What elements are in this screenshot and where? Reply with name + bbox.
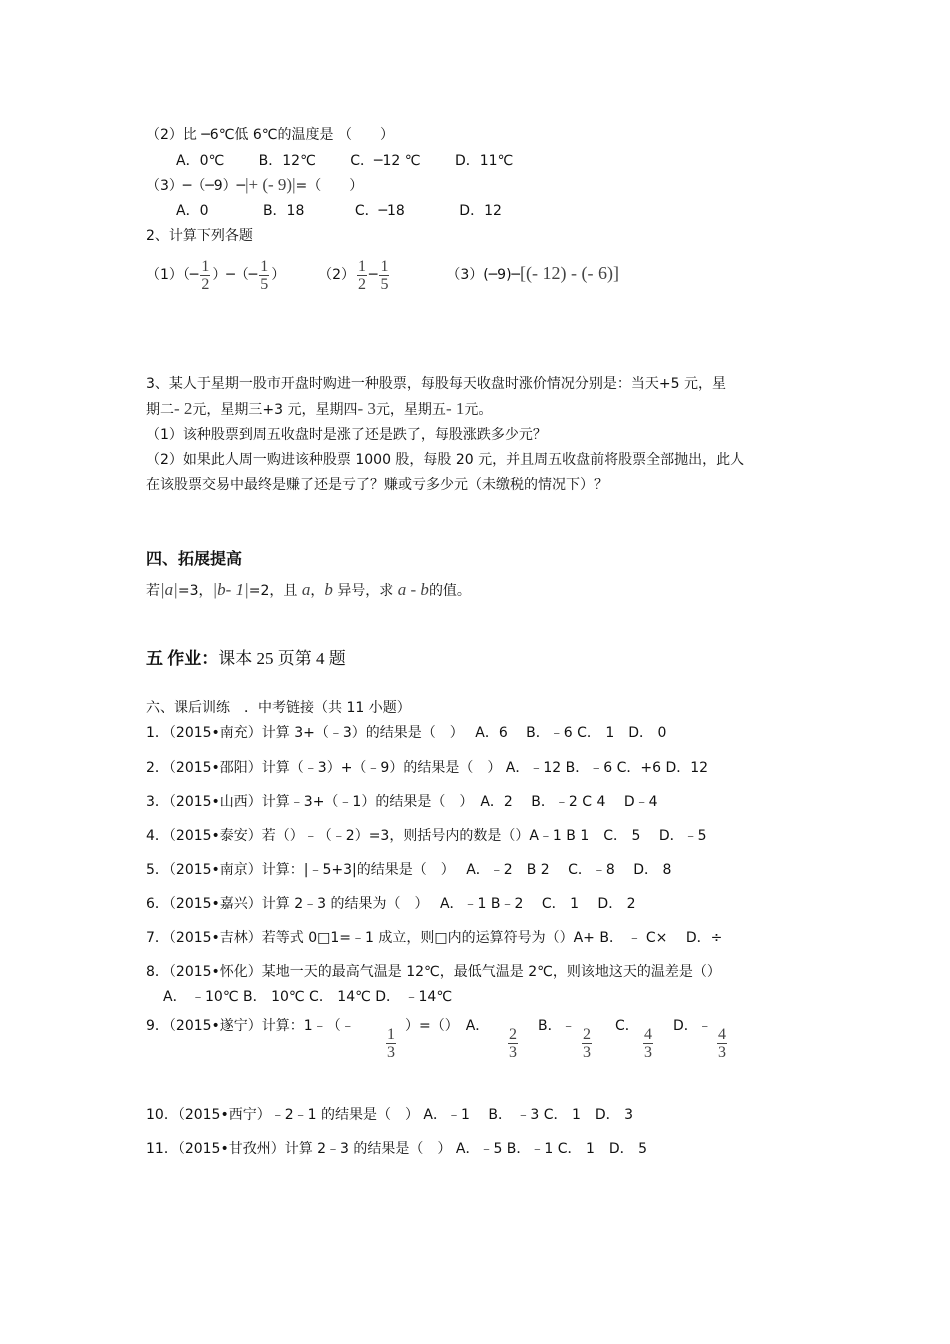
- text: =3，: [177, 583, 213, 599]
- section5-label: 五 作业：: [146, 649, 219, 668]
- list-item: 2．（2015•邵阳）计算（﹣3）+（﹣9）的结果是（ ） A．﹣12 B．﹣6 C．+6 D．12: [146, 760, 709, 776]
- fraction: $\frac{1}{5}$: [260, 257, 269, 293]
- section5-title: [146, 649, 346, 669]
- q1-part3-options: [176, 201, 502, 221]
- abs-expression: |+ (- 9)|: [245, 175, 296, 194]
- item9-option-d: D．﹣: [673, 1018, 712, 1034]
- list-item: 11．（2015•甘孜州）计算 2﹣3 的结果是（ ） A．﹣5 B．﹣1 C． 1 D． 5: [146, 1141, 648, 1157]
- q3-sub2-line2: 在该股票交易中最终是赚了还是亏了？赚或亏多少元（未缴税的情况下）？: [146, 477, 608, 493]
- section5-homework: 课本 25 页第 4 题: [218, 649, 346, 668]
- q2-p1-label: （1）（─: [146, 267, 199, 283]
- q3-value-tue: - 2: [174, 399, 193, 418]
- q3-line2: [146, 399, 492, 420]
- q1-part3-suffix: =（ ）: [295, 178, 364, 194]
- var-a: a: [301, 580, 311, 599]
- section6-title: 六、课后训练 ．中考链接（共 11 小题）: [146, 700, 411, 716]
- section4-problem: [146, 578, 471, 604]
- list-item: 5．（2015•南京）计算：|﹣5+3|的结果是（ ） A．﹣2 B 2 C．﹣8 D． 8: [146, 862, 672, 878]
- q2-problems: [146, 254, 619, 294]
- list-item: 4．（2015•泰安）若（）﹣（﹣2）=3，则括号内的数是（）A﹣1 B 1 C． 5 D．﹣5: [146, 828, 707, 844]
- text: 若: [146, 583, 160, 599]
- text: ，: [310, 583, 325, 599]
- option-b: B．12℃: [258, 153, 316, 169]
- q1-part3-stem: [146, 175, 363, 196]
- q3-sub1: （1）该种股票到周五收盘时是涨了还是跌了，每股涨跌多少元？: [146, 427, 547, 443]
- list-item: 8．（2015•怀化）某地一天的最高气温是 12℃，最低气温是 2℃，则该地这天的温差是（）: [146, 964, 721, 980]
- q1-part2-stem: （2）比 ─6℃低 6℃的温度是 （ ）: [146, 127, 394, 143]
- var-b: b: [324, 580, 333, 599]
- option-d: D．11℃: [454, 153, 514, 169]
- q1-part2-options: [176, 151, 513, 171]
- text: 异号，求: [337, 584, 394, 599]
- q1-part3-prefix: （3）─（─9）─: [146, 178, 246, 194]
- section4-title: 四、拓展提高: [146, 549, 243, 568]
- q3-line1: 3、某人于星期一股市开盘时购进一种股票，每股每天收盘时涨价情况分别是：当天+5 元，星: [146, 376, 726, 392]
- q3-value-fri: - 1: [445, 399, 465, 418]
- q2-p1-mid: ）─（─: [212, 267, 258, 283]
- option-b: B．18: [262, 203, 305, 219]
- item9-option-b: B．﹣: [538, 1018, 576, 1034]
- option-c: C．─12 ℃: [350, 153, 421, 169]
- q3-text: 期二: [146, 402, 174, 418]
- item9-option-c: C．: [615, 1018, 639, 1034]
- option-a: A．0: [176, 203, 209, 219]
- q2-p2-minus: ─: [369, 267, 378, 283]
- list-item: 9．（2015•遂宁）计算：1﹣（﹣: [146, 1018, 355, 1034]
- fraction: $\frac{1}{3}$: [387, 1026, 395, 1061]
- q3-text: 元。: [464, 402, 493, 418]
- expr-a-minus-b: a - b: [397, 580, 429, 599]
- item9-part: ）=（） A．: [405, 1018, 490, 1034]
- list-item: 1．（2015•南充）计算 3+（﹣3）的结果是（ ） A．6 B．﹣6 C． 1 D． 0: [146, 725, 667, 741]
- q2-p3-label: （3）(─9)─: [446, 267, 520, 283]
- fraction: $\frac{4}{3}$: [718, 1026, 726, 1061]
- q2-p3-expression: [(- 12) - (- 6)]: [519, 263, 619, 283]
- fraction: $\frac{2}{3}$: [509, 1026, 517, 1061]
- fraction: $\frac{1}{2}$: [358, 257, 367, 293]
- item8-options: A． ﹣10℃ B． 10℃ C． 14℃ D． ﹣14℃: [163, 989, 453, 1005]
- abs-b-minus-1: |b- 1|: [212, 580, 249, 599]
- fraction: $\frac{1}{2}$: [201, 257, 210, 293]
- q3-text: 元，星期五: [375, 402, 446, 418]
- option-d: D．12: [459, 203, 502, 219]
- list-item: 10．（2015•西宁）﹣2﹣1 的结果是（ ） A．﹣1 B． ﹣3 C． 1 D． 3: [146, 1107, 634, 1123]
- list-item: 6．（2015•嘉兴）计算 2﹣3 的结果为（ ） A．﹣1 B﹣2 C． 1 D． 2: [146, 896, 636, 912]
- q2-heading: 2、计算下列各题: [146, 228, 253, 244]
- q3-text: 元，星期三+3 元，星期四: [192, 402, 358, 418]
- q2-p2-label: （2）: [318, 267, 356, 283]
- abs-a: |a|: [160, 580, 178, 599]
- fraction: $\frac{2}{3}$: [583, 1026, 591, 1061]
- list-item: 3．（2015•山西）计算﹣3+（﹣1）的结果是（ ） A．2 B．﹣2 C 4 D﹣4: [146, 794, 658, 810]
- q3-sub2-line1: （2）如果此人周一购进该种股票 1000 股，每股 20 元，并且周五收盘前将股票全部抛出，此人: [146, 452, 745, 468]
- fraction: $\frac{4}{3}$: [644, 1026, 652, 1061]
- option-c: C．─18: [354, 203, 405, 219]
- text: =2，且: [248, 583, 298, 599]
- text: 的值。: [428, 584, 471, 599]
- option-a: A．0℃: [176, 153, 225, 169]
- list-item: 7．（2015•吉林）若等式 0□1=﹣1 成立，则□内的运算符号为（）A+ B． ﹣ C× D．÷: [146, 930, 723, 946]
- q2-p1-end: ）: [271, 267, 286, 283]
- q3-value-thu: - 3: [357, 399, 376, 418]
- fraction: $\frac{1}{5}$: [380, 257, 389, 293]
